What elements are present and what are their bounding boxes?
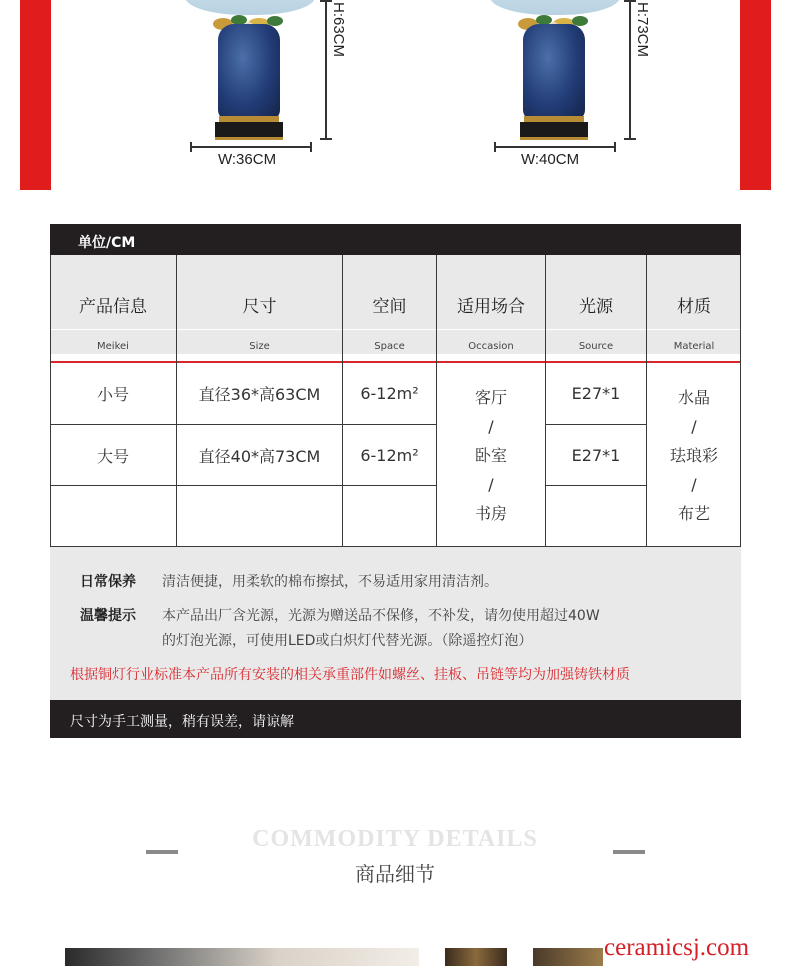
row-small-size: 直径36*高63CM	[198, 385, 321, 404]
large-width-dimension-line	[494, 138, 616, 148]
detail-photo-3	[533, 948, 603, 966]
subheader-product-info: Meikei	[97, 340, 129, 352]
small-height-dimension-line	[315, 0, 327, 140]
occasion-separator: /	[488, 474, 494, 494]
specification-table	[50, 224, 741, 738]
occasion-living-room: 客厅	[474, 387, 507, 407]
header-material: 材质	[677, 297, 711, 317]
small-width-label: W:36CM	[218, 151, 277, 168]
right-red-accent-bar	[740, 0, 771, 190]
grid-line	[646, 255, 647, 547]
header-product-info: 产品信息	[79, 297, 147, 317]
row-large-name: 大号	[96, 446, 129, 466]
grid-line	[740, 255, 741, 547]
daily-care-label: 日常保养	[80, 574, 136, 590]
grid-line	[545, 255, 546, 547]
grid-line	[50, 255, 51, 547]
left-red-accent-bar	[20, 0, 51, 190]
lamp-body	[218, 24, 280, 120]
row-large-source: E27*1	[571, 445, 621, 465]
occasion-bedroom: 卧室	[474, 445, 507, 465]
warm-tip-line-2: 的灯泡光源，可使用LED或白炽灯代替光源。（除遥控灯泡）	[162, 633, 533, 649]
commodity-details-title-en: COMMODITY DETAILS	[252, 826, 538, 852]
subheader-material: Material	[673, 340, 715, 352]
grid-line	[342, 255, 343, 547]
row-small-name: 小号	[96, 385, 129, 404]
occasion-study: 书房	[474, 503, 507, 523]
material-standard-notice: 根据铜灯行业标准本产品所有安装的相关承重部件如螺丝、挂板、吊链等均为加强铸铁材质	[70, 667, 630, 683]
material-fabric: 布艺	[677, 503, 710, 523]
detail-photo-2	[445, 948, 507, 966]
large-width-label: W:40CM	[521, 151, 580, 168]
header-source: 光源	[579, 297, 613, 317]
warm-tip-label: 温馨提示	[80, 608, 136, 624]
measurement-note-bar: 尺寸为手工测量，稍有误差，请谅解	[50, 700, 741, 738]
care-section	[50, 547, 741, 700]
material-separator: /	[691, 474, 697, 494]
detail-photo-1	[65, 948, 419, 966]
subheader-space: Space	[374, 340, 405, 352]
row-small-source: E27*1	[571, 384, 621, 403]
header-space: 空间	[372, 297, 407, 317]
subheader-source: Source	[578, 340, 614, 352]
grid-line	[545, 424, 647, 425]
grid-line	[436, 255, 437, 547]
daily-care-text: 清洁便捷，用柔软的棉布擦拭，不易适用家用清洁剂。	[162, 574, 498, 590]
material-enamel: 珐琅彩	[669, 445, 718, 465]
material-crystal: 水晶	[677, 387, 710, 407]
subheader-divider	[50, 329, 741, 330]
grid-line	[176, 255, 177, 547]
occasion-cell	[437, 363, 545, 547]
large-height-dimension-line	[619, 0, 631, 140]
material-cell	[647, 363, 741, 547]
commodity-details-title-cn: 商品细节	[355, 862, 435, 886]
small-height-label: H:63CM	[330, 2, 347, 58]
header-size: 尺寸	[242, 297, 277, 317]
grid-line	[545, 485, 647, 486]
warm-tip-line-1: 本产品出厂含光源，光源为赠送品不保修，不补发，请勿使用超过40W	[162, 608, 600, 624]
grid-line	[50, 424, 437, 425]
lamp-body	[523, 24, 585, 120]
unit-header-bar: 单位/CM	[50, 224, 741, 255]
row-small-space: 6-12m²	[360, 384, 419, 403]
subheader-size: Size	[249, 340, 270, 352]
subheader-occasion: Occasion	[468, 340, 514, 352]
site-watermark: ceramicsj.com	[604, 934, 750, 961]
small-width-dimension-line	[190, 138, 312, 148]
occasion-separator: /	[488, 416, 494, 436]
large-height-label: H:73CM	[634, 2, 651, 58]
header-occasion: 适用场合	[457, 297, 525, 317]
row-large-space: 6-12m²	[360, 445, 419, 465]
grid-line	[50, 485, 437, 486]
row-large-size: 直径40*高73CM	[198, 446, 321, 466]
material-separator: /	[691, 416, 697, 436]
